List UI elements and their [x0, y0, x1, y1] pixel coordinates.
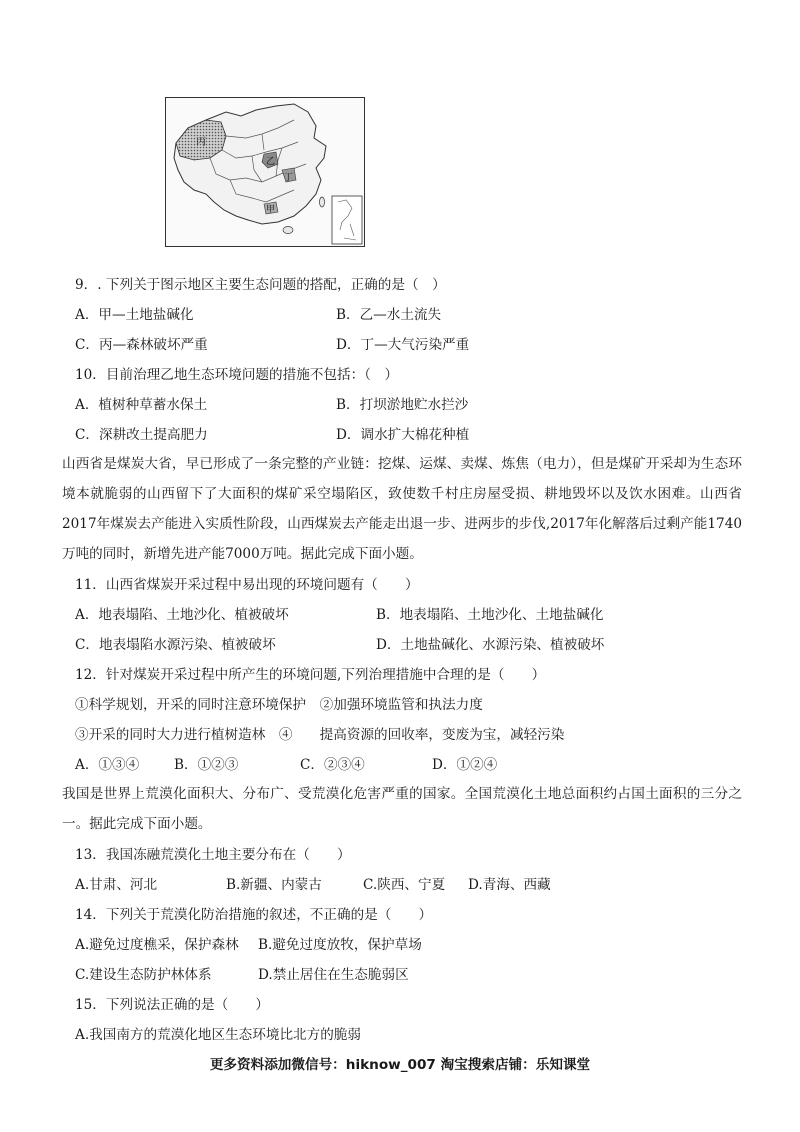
q13-stem: 13．我国冻融荒漠化土地主要分布在（ ）: [75, 847, 351, 863]
q10-stem: 10．目前治理乙地生态环境问题的措施不包括：（ ）: [75, 367, 399, 383]
q12-option-a: A．①③④: [75, 757, 140, 773]
passage-desertification: 我国是世界上荒漠化面积大、分布广、受荒漠化危害严重的国家。全国荒漠化土地总面积约占国土面积的三分之一。据此完成下面小题。: [62, 786, 742, 832]
q14-option-a: A.避免过度樵采，保护森林: [75, 937, 239, 953]
footer-promo: 更多资料添加微信号：hiknow_007 淘宝搜索店铺：乐知课堂: [209, 1057, 591, 1073]
q12-statement-1: ①科学规划，开采的同时注意环境保护 ②加强环境监管和执法力度: [75, 697, 483, 713]
q12-option-c: C．②③④: [300, 757, 365, 773]
china-map-illustration: [166, 98, 364, 246]
label-jia: 甲: [266, 205, 276, 215]
q11-option-a: A．地表塌陷、土地沙化、植被破坏: [75, 607, 289, 623]
q15-stem: 15．下列说法正确的是（ ）: [75, 997, 270, 1013]
q13-option-b: B.新疆、内蒙古: [226, 877, 322, 893]
q13-option-d: D.青海、西藏: [468, 877, 551, 893]
q9-option-d: D．丁—大气污染严重: [336, 337, 470, 353]
q9-option-c: C．丙—森林破坏严重: [75, 337, 208, 353]
q9-option-a: A．甲—土地盐碱化: [75, 307, 194, 323]
q14-option-d: D.禁止居住在生态脆弱区: [258, 967, 409, 983]
q11-option-b: B．地表塌陷、土地沙化、土地盐碱化: [376, 607, 604, 623]
q12-statement-2: ③开采的同时大力进行植树造林 ④ 提高资源的回收率，变废为宝，减轻污染: [75, 727, 565, 743]
q13-option-a: A.甘肃、河北: [75, 877, 158, 893]
q12-option-b: B．①②③: [174, 757, 239, 773]
q14-option-b: B.避免过度放牧，保护草场: [258, 937, 422, 953]
q11-option-d: D．土地盐碱化、水源污染、植被破坏: [376, 637, 605, 653]
china-map-figure: [165, 97, 365, 247]
q9-option-b: B．乙—水土流失: [336, 307, 442, 323]
q10-option-a: A．植树种草蓄水保土: [75, 397, 208, 413]
q15-option-a: A.我国南方的荒漠化地区生态环境比北方的脆弱: [75, 1027, 362, 1043]
q14-stem: 14．下列关于荒漠化防治措施的叙述，不正确的是（ ）: [75, 907, 433, 923]
q10-option-b: B．打坝淤地贮水拦沙: [336, 397, 469, 413]
q10-option-d: D．调水扩大棉花种植: [336, 427, 470, 443]
q10-option-c: C．深耕改土提高肥力: [75, 427, 208, 443]
q11-stem: 11．山西省煤炭开采过程中易出现的环境问题有（ ）: [75, 577, 419, 593]
q13-option-c: C.陕西、宁夏: [363, 877, 446, 893]
q14-option-c: C.建设生态防护林体系: [75, 967, 212, 983]
q9-stem: 9．. 下列关于图示地区主要生态问题的搭配，正确的是（ ）: [75, 277, 446, 293]
q12-option-d: D．①②④: [432, 757, 498, 773]
label-ding: 丁: [284, 173, 294, 183]
q12-stem: 12．针对煤炭开采过程中所产生的环境问题,下列治理措施中合理的是（ ）: [75, 667, 546, 683]
label-bing: 丙: [196, 137, 206, 148]
label-yi: 乙: [266, 157, 276, 167]
passage-shanxi-coal: 山西省是煤炭大省，早已形成了一条完整的产业链：挖煤、运煤、卖煤、炼焦（电力），但是煤矿开采却为生态环境本就脆弱的山西留下了大面积的煤矿采空塌陷区，致使数千村庄房屋受损、耕地毁坏以及饮水困难。山西省2017年煤炭去产能进入实质性阶段，山西煤炭去产能走出退一步、进两步的步伐,2017年化解落后过剩产能1740万吨的同时，新增先进产能7000万吨。据此完成下面小题。: [62, 456, 742, 562]
q11-option-c: C．地表塌陷水源污染、植被破坏: [75, 637, 276, 653]
